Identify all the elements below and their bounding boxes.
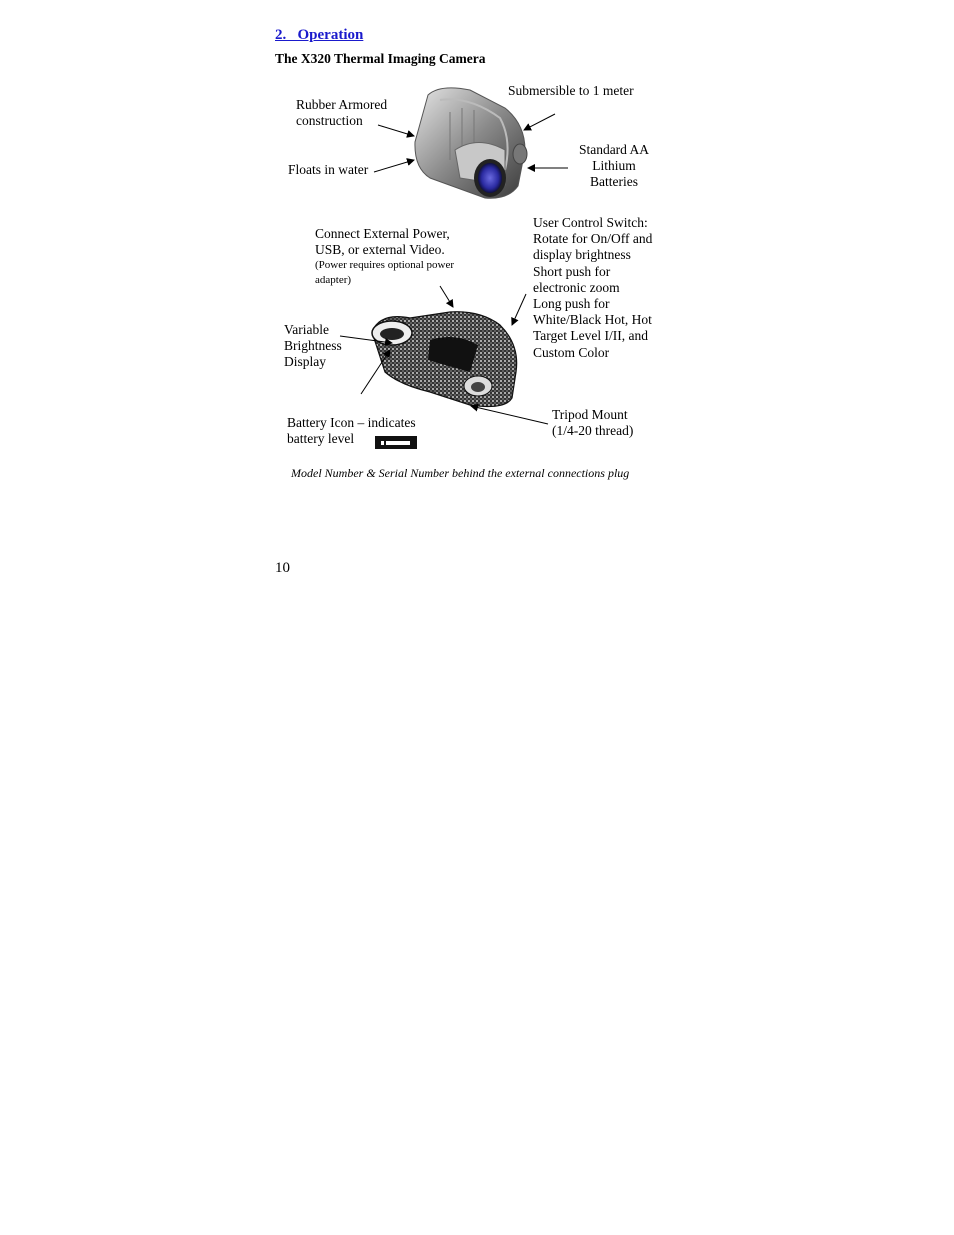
arrow-submersible (524, 114, 555, 130)
page-subtitle: The X320 Thermal Imaging Camera (275, 51, 486, 66)
label-connect-power: Connect External Power, USB, or external Video. (315, 226, 450, 258)
camera-diagram (0, 0, 954, 520)
section-heading[interactable]: 2. Operation (275, 27, 364, 43)
camera-photo-top (415, 88, 527, 198)
camera-drawing-bottom (372, 312, 517, 407)
arrow-control (512, 294, 526, 325)
label-variable-display: Variable Brightness Display (284, 322, 342, 370)
label-battery-icon: Battery Icon – indicates battery level (287, 415, 416, 447)
battery-icon (375, 436, 417, 449)
arrow-floats (374, 160, 414, 172)
page-number: 10 (275, 560, 290, 576)
arrow-tripod (471, 406, 548, 424)
label-floats: Floats in water (288, 162, 369, 177)
label-connect-power-note: (Power requires optional power adapter) (315, 259, 454, 286)
label-user-control-switch: User Control Switch: Rotate for On/Off and display brightness Short push for electronic zoom Long push for White/Black Hot, Hot Target Level I/II, and Custom Color (533, 215, 653, 360)
label-rubber-armored: Rubber Armored construction (296, 97, 388, 129)
label-tripod-mount: Tripod Mount (1/4-20 thread) (552, 407, 634, 439)
label-submersible: Submersible to 1 meter (508, 83, 634, 98)
label-batteries: Standard AA Lithium Batteries (578, 142, 650, 190)
lens-icon (478, 163, 502, 193)
arrow-connect (440, 286, 453, 307)
figure-caption: Model Number & Serial Number behind the external connections plug (291, 466, 630, 480)
